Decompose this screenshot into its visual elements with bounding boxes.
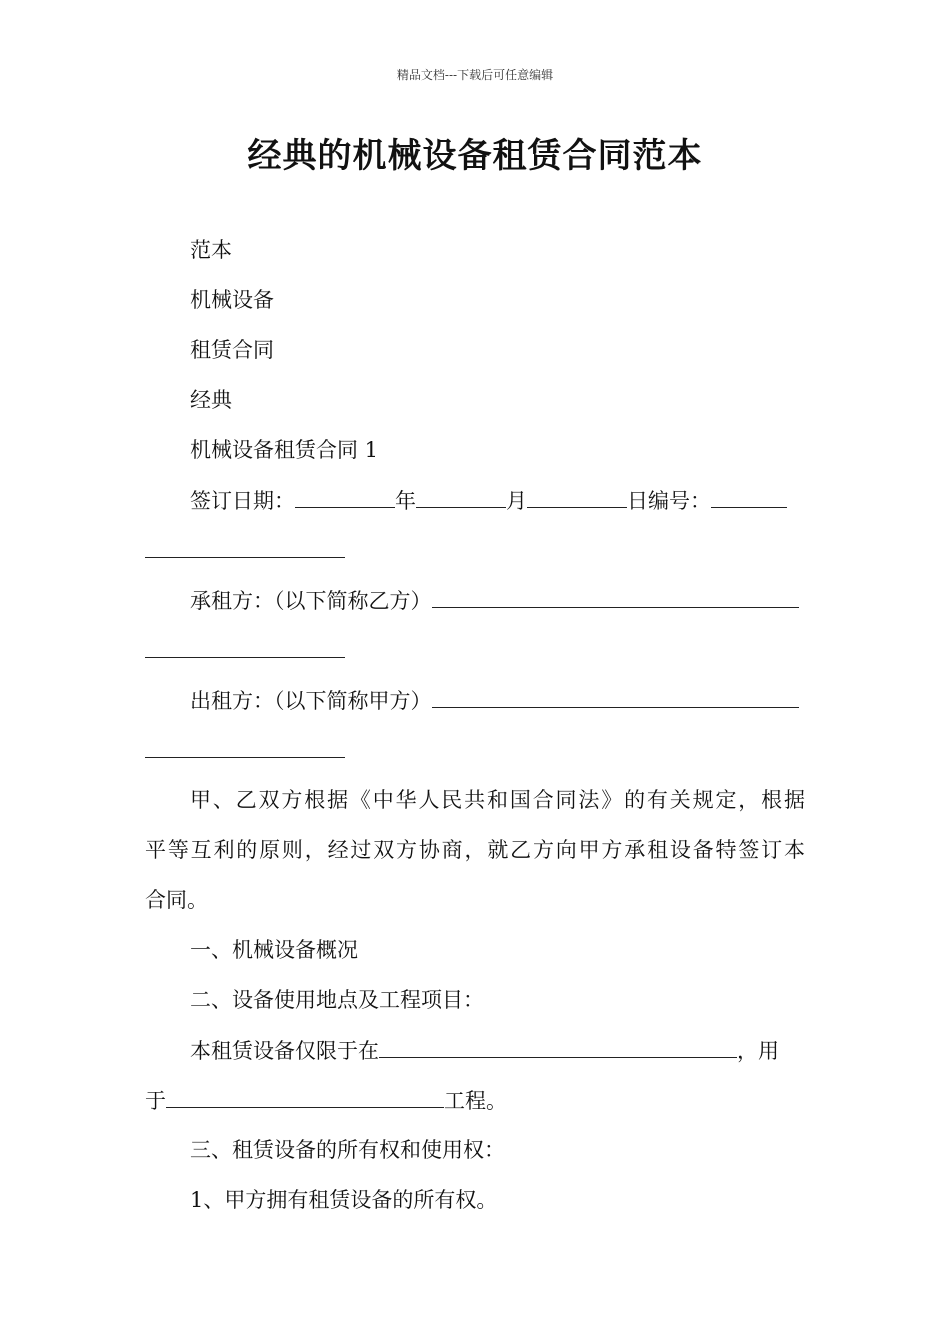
lessor-blank-continued <box>145 735 805 766</box>
section-2-heading: 二、设备使用地点及工程项目： <box>190 988 484 1012</box>
day-label: 日 <box>627 489 648 513</box>
tag-line: 经典 <box>190 388 232 412</box>
preamble-line-1: 甲、乙双方根据《中华人民共和国合同法》的有关规定，根据 <box>190 788 805 812</box>
lessee-line <box>145 585 850 616</box>
year-blank <box>295 485 395 508</box>
project-blank <box>166 1085 444 1108</box>
section-1-heading: 一、机械设备概况 <box>190 938 358 962</box>
lessee-label: 承租方：（以下简称乙方） <box>190 589 432 613</box>
month-blank <box>416 485 506 508</box>
lessor-label: 出租方：（以下简称甲方） <box>190 689 432 713</box>
tag-line: 机械设备 <box>190 288 274 312</box>
lessee-blank <box>432 585 799 608</box>
location-line2-prefix: 于 <box>145 1089 166 1113</box>
location-line2-suffix: 工程。 <box>444 1089 507 1113</box>
tag-line: 范本 <box>190 238 232 262</box>
number-blank-continued <box>145 535 805 566</box>
clause-3-1: 1、甲方拥有租赁设备的所有权。 <box>190 1188 498 1212</box>
month-label: 月 <box>506 489 527 513</box>
tag-line: 租赁合同 <box>190 338 274 362</box>
location-line-2 <box>145 1085 805 1116</box>
contract-heading: 机械设备租赁合同 1 <box>190 438 379 462</box>
location-line-1 <box>145 1035 850 1066</box>
sign-date-line <box>145 485 850 516</box>
location-suffix: ，用 <box>737 1039 779 1063</box>
number-label: 编号： <box>648 489 711 513</box>
preamble-line-2: 平等互利的原则，经过双方协商，就乙方向甲方承租设备特签订本 <box>145 838 805 862</box>
year-label: 年 <box>395 489 416 513</box>
section-3-heading: 三、租赁设备的所有权和使用权： <box>190 1138 505 1162</box>
lessor-line <box>145 685 850 716</box>
lessee-blank-continued <box>145 635 805 666</box>
header-note: 精品文档---下载后可任意编辑 <box>396 68 554 82</box>
number-blank <box>711 485 787 508</box>
day-blank <box>527 485 627 508</box>
sign-date-label: 签订日期： <box>190 489 295 513</box>
preamble-line-3: 合同。 <box>145 888 208 912</box>
lessor-blank <box>432 685 799 708</box>
document-title: 经典的机械设备租赁合同范本 <box>247 136 703 176</box>
location-prefix: 本租赁设备仅限于在 <box>190 1039 379 1063</box>
location-blank <box>379 1035 737 1058</box>
